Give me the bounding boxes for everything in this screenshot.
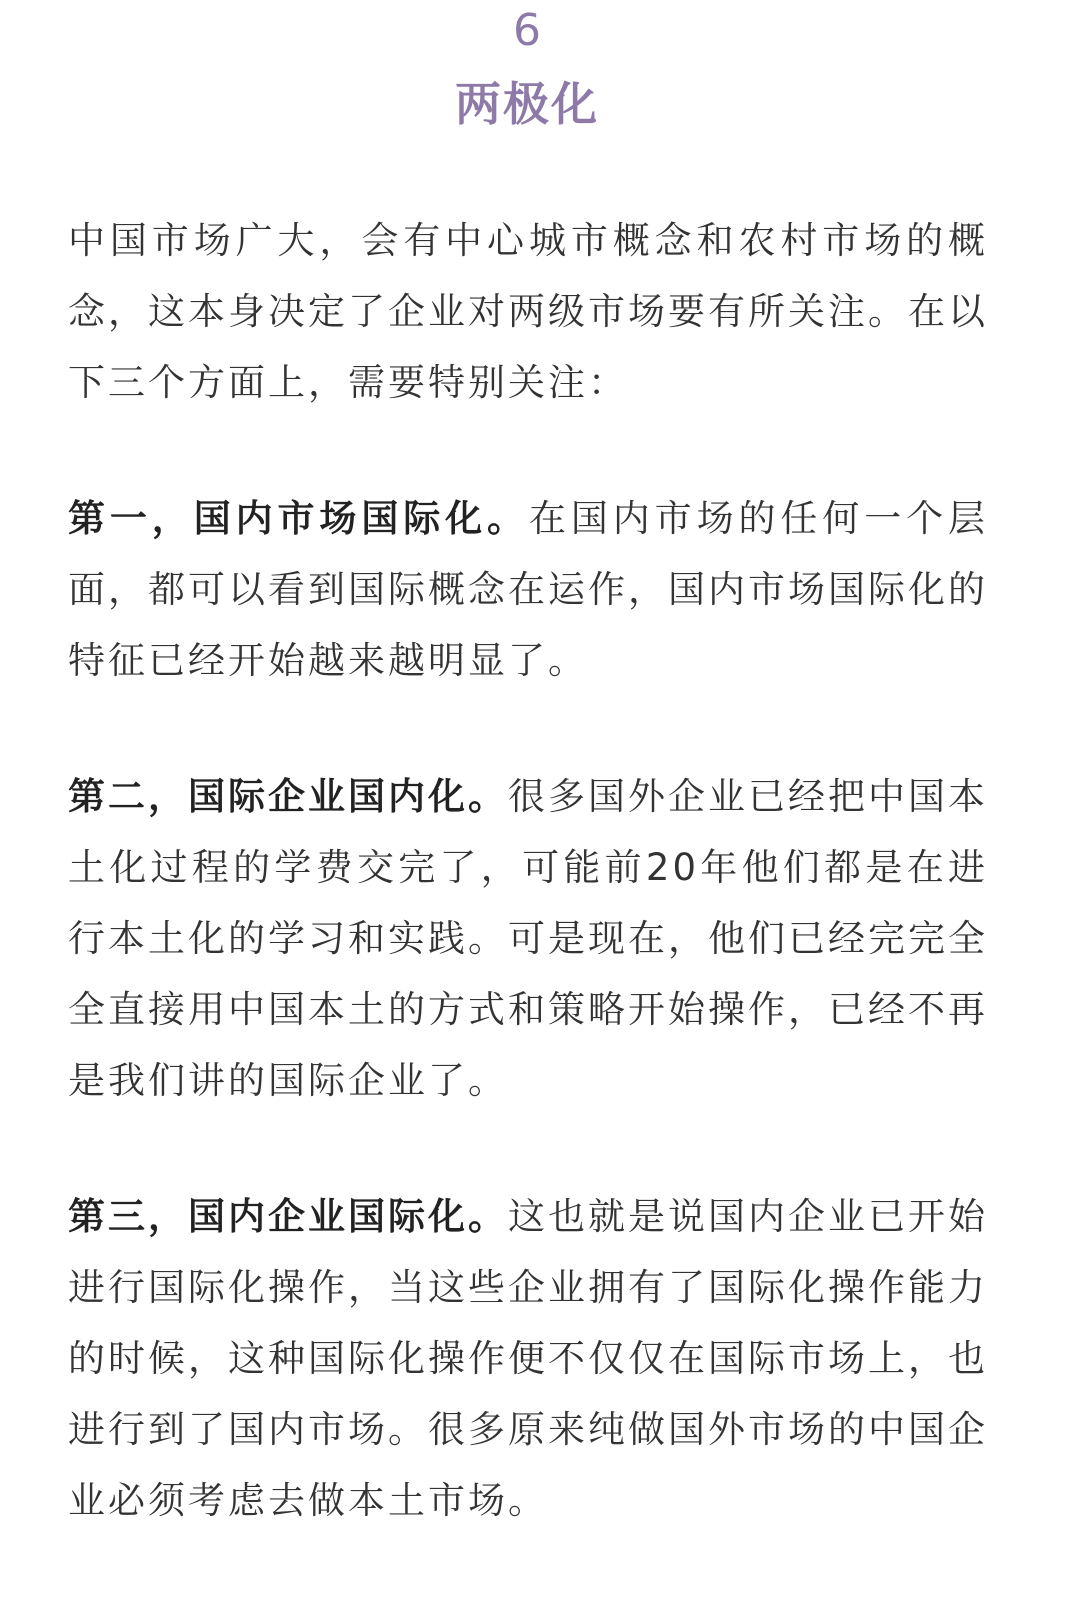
point-one-paragraph: [68, 483, 988, 696]
section-title: 两极化: [455, 77, 599, 131]
point-one-heading: 第一，国内市场国际化。: [68, 497, 529, 540]
intro-text: 中国市场广大，会有中心城市概念和农村市场的概念，这本身决定了企业对两级市场要有所关注。在以下三个方面上，需要特别关注：: [68, 219, 988, 404]
article-body: [68, 205, 988, 1601]
point-two-paragraph: [68, 761, 988, 1116]
point-three-heading: 第三，国内企业国际化。: [68, 1195, 508, 1238]
point-two-text: 很多国外企业已经把中国本土化过程的学费交完了，可能前20年他们都是在进行本土化的学习和实践。可是现在，他们已经完完全全直接用中国本土的方式和策略开始操作，已经不再是我们讲的国际企业了。: [68, 775, 988, 1102]
point-three-text: 这也就是说国内企业已开始进行国际化操作，当这些企业拥有了国际化操作能力的时候，这种国际化操作便不仅仅在国际市场上，也进行到了国内市场。很多原来纯做国外市场的中国企业必须考虑去做本土市场。: [68, 1195, 988, 1522]
point-three-paragraph: [68, 1181, 988, 1536]
intro-paragraph: [68, 205, 988, 418]
point-one-text: 在国内市场的任何一个层面，都可以看到国际概念在运作，国内市场国际化的特征已经开始越来越明显了。: [68, 497, 989, 682]
point-two-heading: 第二，国际企业国内化。: [68, 775, 508, 818]
section-number: 6: [513, 5, 541, 56]
